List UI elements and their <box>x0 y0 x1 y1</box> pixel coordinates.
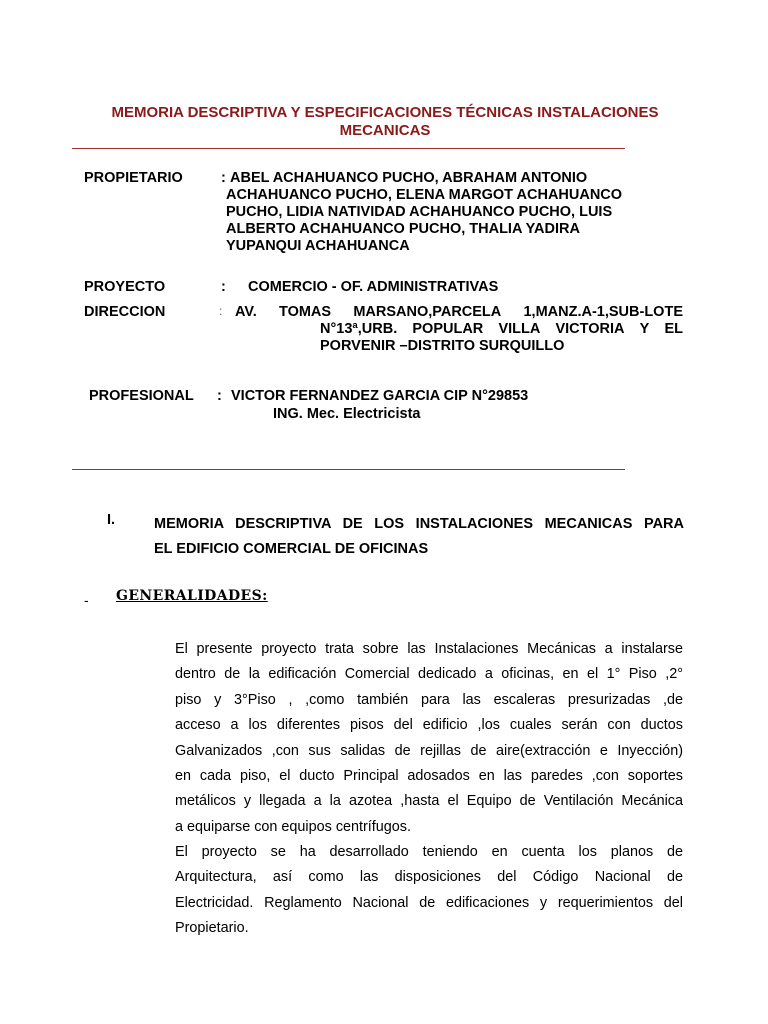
profesional-colon: : <box>217 388 222 404</box>
direccion-word: VICTORIA <box>555 321 625 337</box>
generalidades-bullet: - <box>84 592 89 608</box>
propietario-label: PROPIETARIO <box>84 170 183 186</box>
title-line-2: MECANICAS <box>339 122 431 139</box>
propietario-colon: : <box>221 170 226 186</box>
paragraph-line: dentro de la edificación Comercial dedicado a oficinas, en el 1° Piso ,2° <box>175 666 683 683</box>
direccion-line-1 <box>235 304 683 321</box>
propietario-line: YUPANQUI ACHAHUANCA <box>226 238 410 254</box>
paragraph-2 <box>175 840 683 942</box>
propietario-line: ALBERTO ACHAHUANCO PUCHO, THALIA YADIRA <box>226 221 580 237</box>
propietario-value-cont <box>226 187 622 255</box>
paragraph-line: Electricidad. Reglamento Nacional de edificaciones y requerimientos del <box>175 894 683 911</box>
proyecto-colon: : <box>221 279 226 295</box>
paragraph-line: acceso a los diferentes pisos del edificio ,los cuales serán con ductos <box>175 717 683 734</box>
direccion-word: TOMAS <box>278 304 332 320</box>
profesional-title: ING. Mec. Electricista <box>273 406 421 422</box>
direccion-word: EL <box>664 321 683 337</box>
paragraph-line: piso y 3°Piso , ,como también para las escaleras presurizadas ,de <box>175 691 683 708</box>
paragraph-line: Propietario. <box>175 920 249 937</box>
profesional-label: PROFESIONAL <box>89 388 194 404</box>
propietario-value <box>230 170 587 187</box>
section-number: I. <box>107 512 116 528</box>
section-heading-line: MEMORIA DESCRIPTIVA DE LOS INSTALACIONES MECANICAS PARA <box>154 516 684 532</box>
direccion-word: Y <box>639 321 650 337</box>
paragraph-line: en cada piso, el ducto Principal adosados en las paredes ,con soportes <box>175 768 683 785</box>
document-title <box>80 104 690 140</box>
paragraph-line: Arquitectura, así como las disposiciones del Código Nacional de <box>175 869 683 886</box>
section-heading <box>154 512 684 562</box>
top-divider <box>72 148 625 149</box>
paragraph-line: El proyecto se ha desarrollado teniendo en cuenta los planos de <box>175 844 683 860</box>
direccion-label: DIRECCION <box>84 304 166 320</box>
direccion-colon: : <box>219 304 223 318</box>
paragraph-1 <box>175 637 683 840</box>
direccion-word: MARSANO,PARCELA <box>353 304 502 320</box>
propietario-line: ACHAHUANCO PUCHO, ELENA MARGOT ACHAHUANCO <box>226 187 623 203</box>
proyecto-label: PROYECTO <box>84 279 166 295</box>
direccion-word: VILLA <box>498 321 541 337</box>
proyecto-value: COMERCIO - OF. ADMINISTRATIVAS <box>248 279 499 295</box>
direccion-word: 1,MANZ.A-1,SUB-LOTE <box>523 304 683 320</box>
title-line-1: MEMORIA DESCRIPTIVA Y ESPECIFICACIONES TÉCNICAS INSTALACIONES <box>111 104 659 121</box>
direccion-word: N°13ª,URB. <box>320 321 398 337</box>
paragraph-line: metálicos y llegada a la azotea ,hasta el Equipo de Ventilación Mecánica <box>175 793 683 810</box>
propietario-line: PUCHO, LIDIA NATIVIDAD ACHAHUANCO PUCHO, LUIS <box>226 204 613 220</box>
profesional-name: VICTOR FERNANDEZ GARCIA CIP N°29853 <box>231 388 529 404</box>
generalidades-heading: GENERALIDADES: <box>116 588 268 604</box>
direccion-word: POPULAR <box>412 321 484 337</box>
paragraph-line: Galvanizados ,con sus salidas de rejillas de aire(extracción e Inyección) <box>175 742 683 759</box>
direccion-line-2 <box>320 321 683 338</box>
paragraph-line: a equiparse con equipos centrífugos. <box>175 818 412 835</box>
direccion-line-3: PORVENIR –DISTRITO SURQUILLO <box>320 338 565 354</box>
direccion-word: AV. <box>235 304 257 320</box>
bottom-divider <box>72 469 625 470</box>
paragraph-line: El presente proyecto trata sobre las Instalaciones Mecánicas a instalarse <box>175 641 683 657</box>
propietario-line: ABEL ACHAHUANCO PUCHO, ABRAHAM ANTONIO <box>230 170 588 186</box>
section-heading-line: EL EDIFICIO COMERCIAL DE OFICINAS <box>154 541 429 557</box>
